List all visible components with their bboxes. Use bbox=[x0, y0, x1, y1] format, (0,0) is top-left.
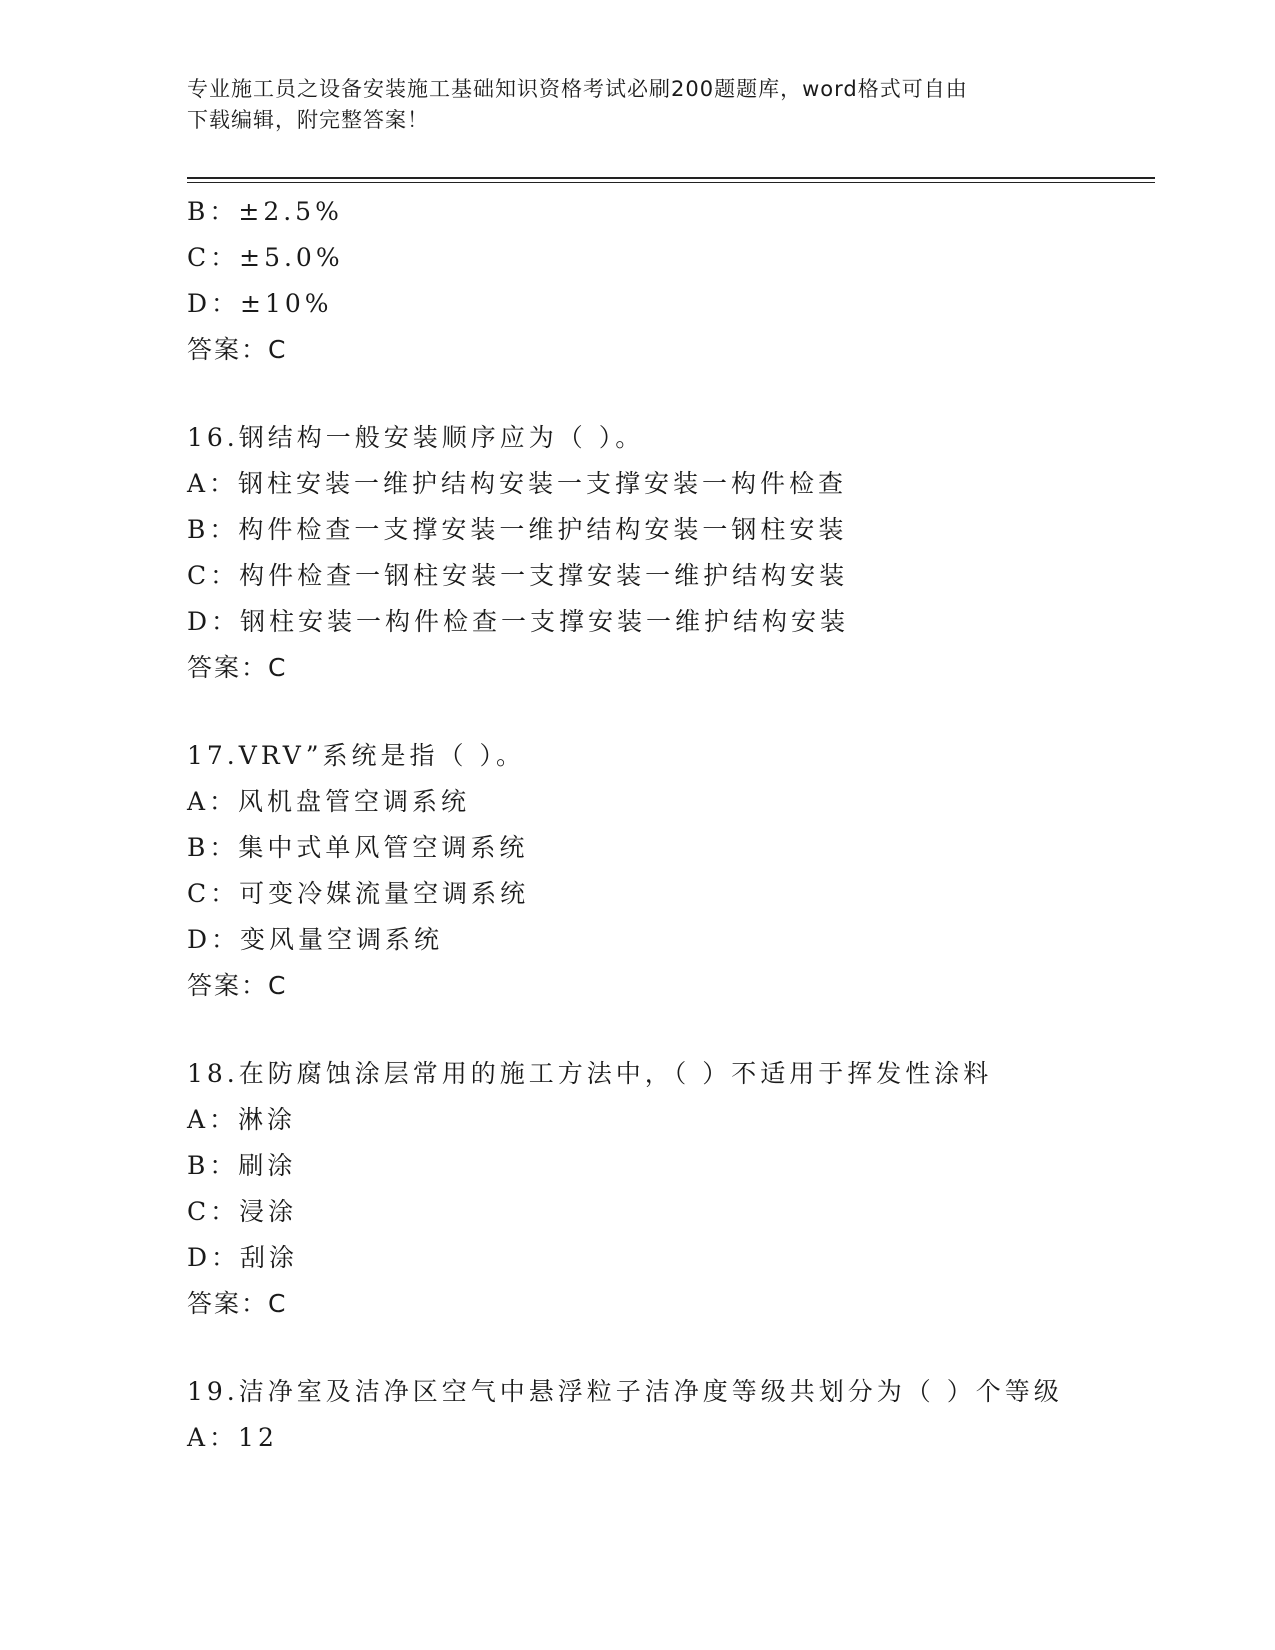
document-header bbox=[187, 74, 1067, 136]
option-a: A：钢柱安装一维护结构安装一支撑安装一构件检查 bbox=[187, 469, 848, 498]
question-block-17 bbox=[187, 733, 1155, 1009]
question-stem: 18.在防腐蚀涂层常用的施工方法中，（ ）不适用于挥发性涂料 bbox=[187, 1059, 993, 1088]
option-d: D：变风量空调系统 bbox=[187, 925, 444, 954]
option-b: B：±2.5% bbox=[187, 197, 343, 226]
header-divider-thin bbox=[187, 182, 1155, 183]
spacer bbox=[187, 1009, 1155, 1051]
question-stem: 19.洁净室及洁净区空气中悬浮粒子洁净度等级共划分为（ ）个等级 bbox=[187, 1377, 1063, 1406]
question-block-16 bbox=[187, 415, 1155, 691]
option-c: C：构件检查一钢柱安装一支撑安装一维护结构安装 bbox=[187, 561, 849, 590]
question-block-19 bbox=[187, 1369, 1155, 1461]
answer-line: 答案：C bbox=[187, 335, 288, 364]
option-c: C：±5.0% bbox=[187, 243, 344, 272]
question-content bbox=[187, 189, 1155, 1461]
option-b: B：构件检查一支撑安装一维护结构安装一钢柱安装 bbox=[187, 515, 848, 544]
header-divider-thick bbox=[187, 177, 1155, 179]
answer-line: 答案：C bbox=[187, 653, 288, 682]
option-c: C：可变冷媒流量空调系统 bbox=[187, 879, 530, 908]
option-c: C：浸涂 bbox=[187, 1197, 298, 1226]
spacer bbox=[187, 373, 1155, 415]
option-d: D：钢柱安装一构件检查一支撑安装一维护结构安装 bbox=[187, 607, 850, 636]
question-stem: 17.VRV”系统是指（ ）。 bbox=[187, 741, 525, 770]
option-a: A：淋涂 bbox=[187, 1105, 297, 1134]
header-line-2: 下载编辑，附完整答案！ bbox=[187, 108, 429, 132]
question-block-18 bbox=[187, 1051, 1155, 1327]
option-d: D：±10% bbox=[187, 289, 333, 318]
spacer bbox=[187, 1327, 1155, 1369]
header-line-1: 专业施工员之设备安装施工基础知识资格考试必刷200题题库，word格式可自由 bbox=[187, 77, 968, 101]
question-stem: 16.钢结构一般安装顺序应为（ ）。 bbox=[187, 423, 645, 452]
spacer bbox=[187, 691, 1155, 733]
option-b: B：刷涂 bbox=[187, 1151, 297, 1180]
option-d: D：刮涂 bbox=[187, 1243, 299, 1272]
option-a: A：风机盘管空调系统 bbox=[187, 787, 471, 816]
previous-question-block bbox=[187, 189, 1155, 373]
answer-line: 答案：C bbox=[187, 971, 288, 1000]
option-b: B：集中式单风管空调系统 bbox=[187, 833, 529, 862]
answer-line: 答案：C bbox=[187, 1289, 288, 1318]
option-a: A：12 bbox=[187, 1423, 278, 1452]
